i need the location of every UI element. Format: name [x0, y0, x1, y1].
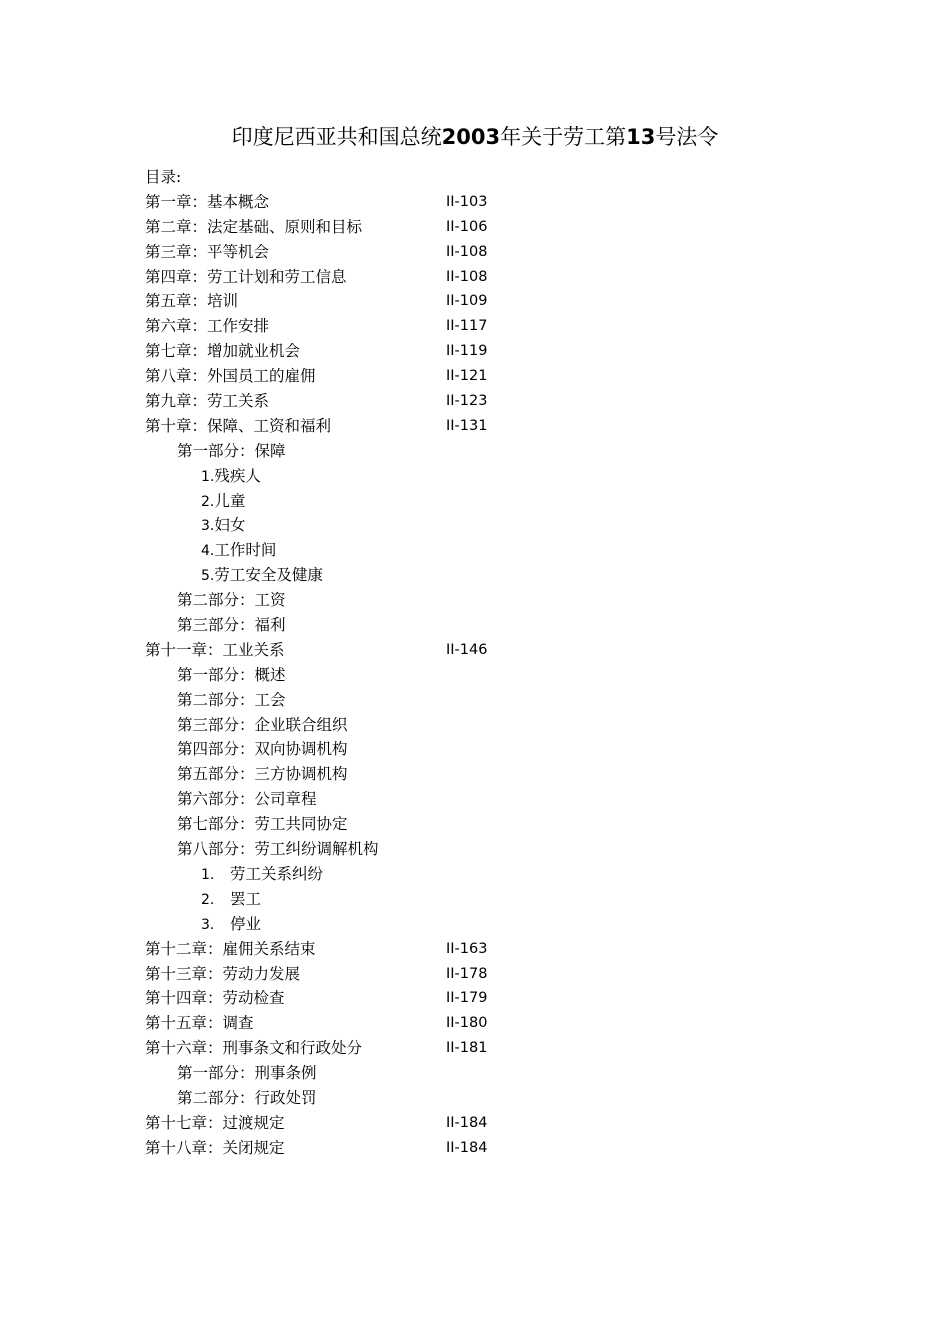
title-text-1: 印度尼西亚共和国总统 [231, 125, 442, 149]
page-number: II-178 [446, 965, 488, 982]
toc-chapter-entry[interactable] [145, 1111, 545, 1136]
item-title: 儿童 [214, 491, 246, 510]
toc-part-entry[interactable] [145, 1086, 545, 1111]
toc-part-entry[interactable] [145, 439, 545, 464]
toc-item-entry[interactable] [145, 513, 545, 538]
page-number: II-117 [446, 318, 488, 335]
toc-chapter-entry[interactable] [145, 240, 545, 265]
toc-chapter-entry[interactable] [145, 986, 545, 1011]
toc-part-entry[interactable] [145, 588, 545, 613]
chapter-title: 第十三章：劳动力发展 [145, 964, 301, 983]
toc-item-entry[interactable] [145, 538, 545, 563]
toc-chapter-entry[interactable] [145, 1036, 545, 1061]
title-text-3: 号法令 [655, 125, 719, 149]
item-number: 5. [201, 568, 215, 585]
toc-part-entry[interactable] [145, 713, 545, 738]
item-number: 1. [201, 866, 215, 883]
toc-chapter-entry[interactable] [145, 289, 545, 314]
chapter-title: 第十章：保障、工资和福利 [145, 416, 332, 435]
part-title: 第一部分：刑事条例 [177, 1064, 317, 1083]
toc-heading: 目录: [145, 168, 182, 186]
toc-chapter-entry[interactable] [145, 1136, 545, 1161]
part-title: 第八部分：劳工纠纷调解机构 [177, 840, 379, 859]
chapter-title: 第十二章：雇佣关系结束 [145, 939, 316, 958]
part-title: 第六部分：公司章程 [177, 790, 317, 809]
part-title: 第四部分：双向协调机构 [177, 740, 348, 759]
toc-part-entry[interactable] [145, 737, 545, 762]
page-number: II-184 [446, 1139, 488, 1156]
item-title: 劳工关系纠纷 [230, 864, 324, 883]
page-number: II-109 [446, 293, 488, 310]
part-title: 第二部分：工资 [177, 591, 286, 610]
chapter-title: 第七章：增加就业机会 [145, 342, 301, 361]
chapter-title: 第十六章：刑事条文和行政处分 [145, 1039, 363, 1058]
item-number: 2. [201, 891, 215, 908]
toc-chapter-entry[interactable] [145, 314, 545, 339]
page-number: II-179 [446, 990, 488, 1007]
chapter-title: 第十七章：过渡规定 [145, 1113, 285, 1132]
toc-item-entry[interactable] [145, 464, 545, 489]
item-title: 残疾人 [214, 466, 261, 485]
toc-part-entry[interactable] [145, 613, 545, 638]
chapter-title: 第八章：外国员工的雇佣 [145, 367, 316, 386]
part-title: 第五部分：三方协调机构 [177, 765, 348, 784]
chapter-title: 第十五章：调查 [145, 1014, 254, 1033]
page-number: II-131 [446, 417, 488, 434]
page-number: II-106 [446, 218, 488, 235]
page-number: II-180 [446, 1015, 488, 1032]
page-number: II-123 [446, 393, 488, 410]
item-title: 罢工 [230, 889, 262, 908]
toc-heading-row [145, 165, 545, 190]
toc-chapter-entry[interactable] [145, 937, 545, 962]
toc-part-entry[interactable] [145, 762, 545, 787]
toc-chapter-entry[interactable] [145, 265, 545, 290]
chapter-title: 第九章：劳工关系 [145, 392, 270, 411]
item-number: 3. [201, 916, 215, 933]
item-title: 停业 [230, 914, 262, 933]
page-number: II-103 [446, 193, 488, 210]
part-title: 第三部分：福利 [177, 616, 286, 635]
toc-part-entry[interactable] [145, 787, 545, 812]
chapter-title: 第二章：法定基础、原则和目标 [145, 217, 363, 236]
title-year: 2003 [441, 125, 501, 149]
toc-part-entry[interactable] [145, 663, 545, 688]
toc-chapter-entry[interactable] [145, 364, 545, 389]
toc-chapter-entry[interactable] [145, 339, 545, 364]
title-text-2: 年关于劳工第 [500, 125, 627, 149]
item-title: 工作时间 [214, 541, 277, 560]
part-title: 第七部分：劳工共同协定 [177, 815, 348, 834]
toc-item-entry[interactable] [145, 862, 545, 887]
chapter-title: 第十八章：关闭规定 [145, 1138, 285, 1157]
toc-part-entry[interactable] [145, 688, 545, 713]
part-title: 第二部分：行政处罚 [177, 1088, 317, 1107]
item-title: 妇女 [214, 516, 246, 535]
page-number: II-108 [446, 268, 488, 285]
page-number: II-181 [446, 1040, 488, 1057]
toc-part-entry[interactable] [145, 837, 545, 862]
chapter-title: 第三章：平等机会 [145, 242, 270, 261]
toc-chapter-entry[interactable] [145, 215, 545, 240]
toc-chapter-entry[interactable] [145, 638, 545, 663]
toc-item-entry[interactable] [145, 489, 545, 514]
toc-chapter-entry[interactable] [145, 190, 545, 215]
part-title: 第三部分：企业联合组织 [177, 715, 348, 734]
toc-item-entry[interactable] [145, 563, 545, 588]
item-number: 4. [201, 543, 215, 560]
item-number: 3. [201, 518, 215, 535]
item-number: 2. [201, 493, 215, 510]
chapter-title: 第一章：基本概念 [145, 192, 270, 211]
title-law-number: 13 [626, 125, 656, 149]
toc-chapter-entry[interactable] [145, 962, 545, 987]
toc-part-entry[interactable] [145, 812, 545, 837]
item-number: 1. [201, 468, 215, 485]
page-number: II-108 [446, 243, 488, 260]
chapter-title: 第十一章：工业关系 [145, 640, 285, 659]
page-number: II-146 [446, 641, 488, 658]
part-title: 第二部分：工会 [177, 690, 286, 709]
page-number: II-121 [446, 368, 488, 385]
page-number: II-184 [446, 1114, 488, 1131]
page-number: II-119 [446, 343, 488, 360]
chapter-title: 第五章：培训 [145, 292, 239, 311]
chapter-title: 第六章：工作安排 [145, 317, 270, 336]
page-number: II-163 [446, 940, 488, 957]
toc-chapter-entry[interactable] [145, 414, 545, 439]
toc-chapter-entry[interactable] [145, 389, 545, 414]
item-title: 劳工安全及健康 [214, 566, 323, 585]
toc-item-entry[interactable] [145, 912, 545, 937]
toc-chapter-entry[interactable] [145, 1011, 545, 1036]
chapter-title: 第四章：劳工计划和劳工信息 [145, 267, 347, 286]
chapter-title: 第十四章：劳动检查 [145, 989, 285, 1008]
table-of-contents [145, 165, 545, 1161]
part-title: 第一部分：保障 [177, 441, 286, 460]
document-title [0, 122, 950, 152]
toc-part-entry[interactable] [145, 1061, 545, 1086]
toc-item-entry[interactable] [145, 887, 545, 912]
part-title: 第一部分：概述 [177, 665, 286, 684]
